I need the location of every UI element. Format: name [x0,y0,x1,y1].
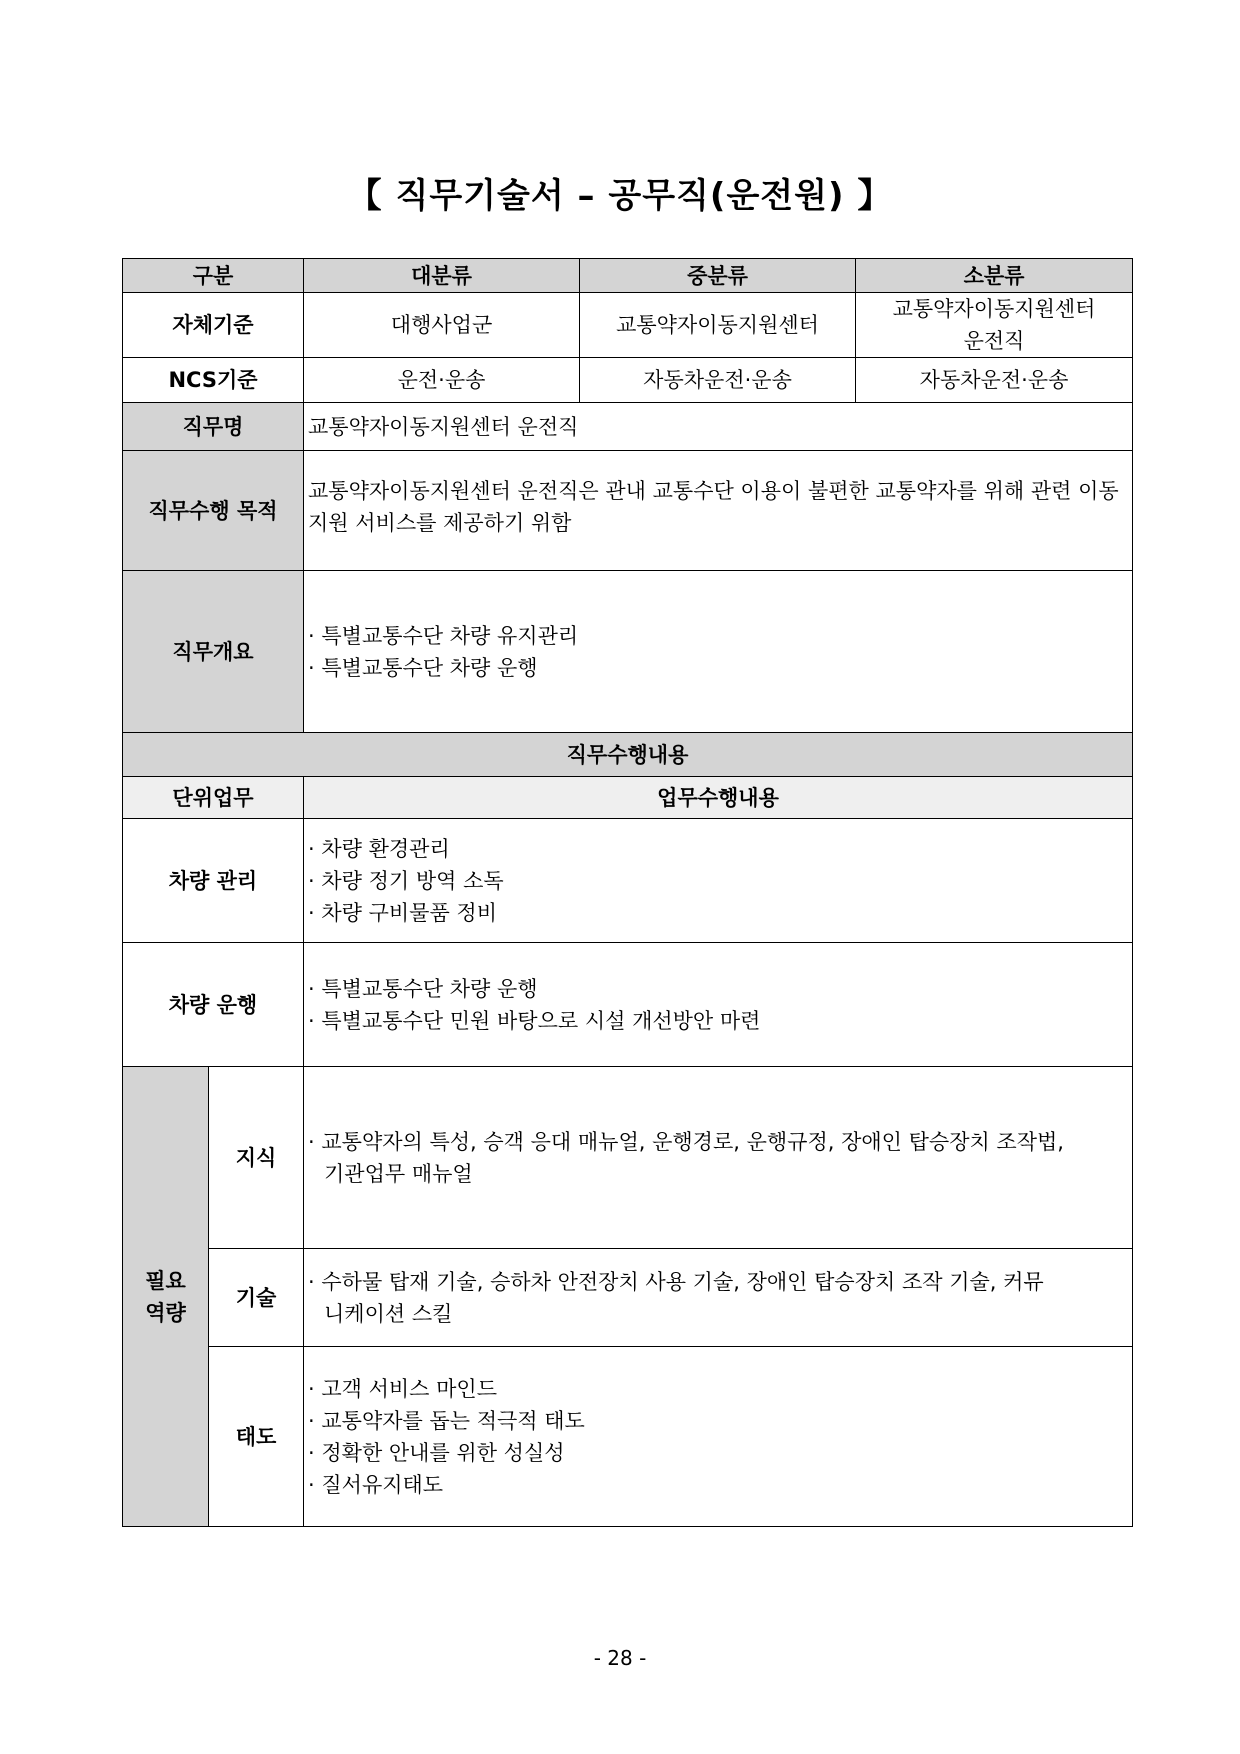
ncs-middle: 자동차운전·운송 [580,358,856,403]
internal-minor-line2: 운전직 [963,329,1025,353]
duties-column-content: 업무수행내용 [304,777,1133,819]
duty-unit-label: 차량 관리 [123,819,304,943]
competency-label-line1: 필요 [145,1268,186,1293]
job-purpose-value [304,451,1133,571]
duty-item: · 차량 정기 방역 소독 [308,868,504,893]
skill-line2: 니케이션 스킬 [324,1301,453,1326]
internal-minor-line1: 교통약자이동지원센터 [892,297,1096,321]
competency-label-line2: 역량 [145,1300,186,1325]
knowledge-label: 지식 [209,1067,304,1249]
duty-items [304,819,1133,943]
job-overview-item: · 특별교통수단 차량 유지관리 [308,623,579,648]
duty-row-vehicle-management [123,819,1133,943]
header-major: 대분류 [304,259,580,293]
job-overview-label: 직무개요 [123,571,304,733]
ncs-major: 운전·운송 [304,358,580,403]
internal-middle: 교통약자이동지원센터 [580,293,856,358]
duties-columns-row [123,777,1133,819]
attitude-label: 태도 [209,1347,304,1527]
competency-attitude-row [123,1347,1133,1527]
job-overview-row [123,571,1133,733]
attitude-item: · 고객 서비스 마인드 [308,1376,498,1401]
attitude-item: · 질서유지태도 [308,1472,444,1497]
internal-standard-row [123,293,1133,358]
page-number: - 28 - [593,1646,647,1670]
duty-item: · 차량 환경관리 [308,836,450,861]
job-name-row [123,403,1133,451]
job-overview-list [304,571,1133,733]
ncs-minor: 자동차운전·운송 [856,358,1133,403]
attitude-content [304,1347,1133,1527]
job-purpose-label: 직무수행 목적 [123,451,304,571]
skill-line1: · 수하물 탑재 기술, 승하차 안전장치 사용 기술, 장애인 탑승장치 조작 기술, 커뮤 [308,1269,1044,1294]
job-purpose-line1: 교통약자이동지원센터 운전직은 관내 교통수단 이용이 불편한 교통약자를 위해 관련 이동 [308,479,1119,503]
job-overview-item: · 특별교통수단 차량 운행 [308,655,538,680]
duty-unit-label: 차량 운행 [123,943,304,1067]
duty-row-vehicle-operation [123,943,1133,1067]
competency-label [123,1067,209,1527]
internal-minor [856,293,1133,358]
knowledge-line2: 기관업무 매뉴얼 [324,1161,473,1186]
header-category: 구분 [123,259,304,293]
header-middle: 중분류 [580,259,856,293]
job-purpose-line2: 지원 서비스를 제공하기 위함 [308,511,572,535]
attitude-item: · 정확한 안내를 위한 성실성 [308,1440,565,1465]
knowledge-line1: · 교통약자의 특성, 승객 응대 매뉴얼, 운행경로, 운행규정, 장애인 탑승장치 조작법, [308,1129,1064,1154]
job-name-label: 직무명 [123,403,304,451]
job-purpose-row [123,451,1133,571]
internal-standard-label: 자체기준 [123,293,304,358]
skill-content [304,1249,1133,1347]
duty-items [304,943,1133,1067]
job-description-table [122,258,1133,1527]
page-title: 【 직무기술서 – 공무직(운전원) 】 [347,176,893,216]
duty-item: · 특별교통수단 차량 운행 [308,976,538,1001]
attitude-item: · 교통약자를 돕는 적극적 태도 [308,1408,585,1433]
internal-major: 대행사업군 [304,293,580,358]
ncs-standard-row [123,358,1133,403]
competency-knowledge-row [123,1067,1133,1249]
duties-header-row [123,733,1133,777]
ncs-standard-label: NCS기준 [123,358,304,403]
knowledge-content [304,1067,1133,1249]
skill-label: 기술 [209,1249,304,1347]
duties-column-unit: 단위업무 [123,777,304,819]
header-minor: 소분류 [856,259,1133,293]
job-name-value: 교통약자이동지원센터 운전직 [304,403,1133,451]
duties-header: 직무수행내용 [123,733,1133,777]
duty-item: · 특별교통수단 민원 바탕으로 시설 개선방안 마련 [308,1008,761,1033]
classification-header-row [123,259,1133,293]
competency-skill-row [123,1249,1133,1347]
duty-item: · 차량 구비물품 정비 [308,900,498,925]
